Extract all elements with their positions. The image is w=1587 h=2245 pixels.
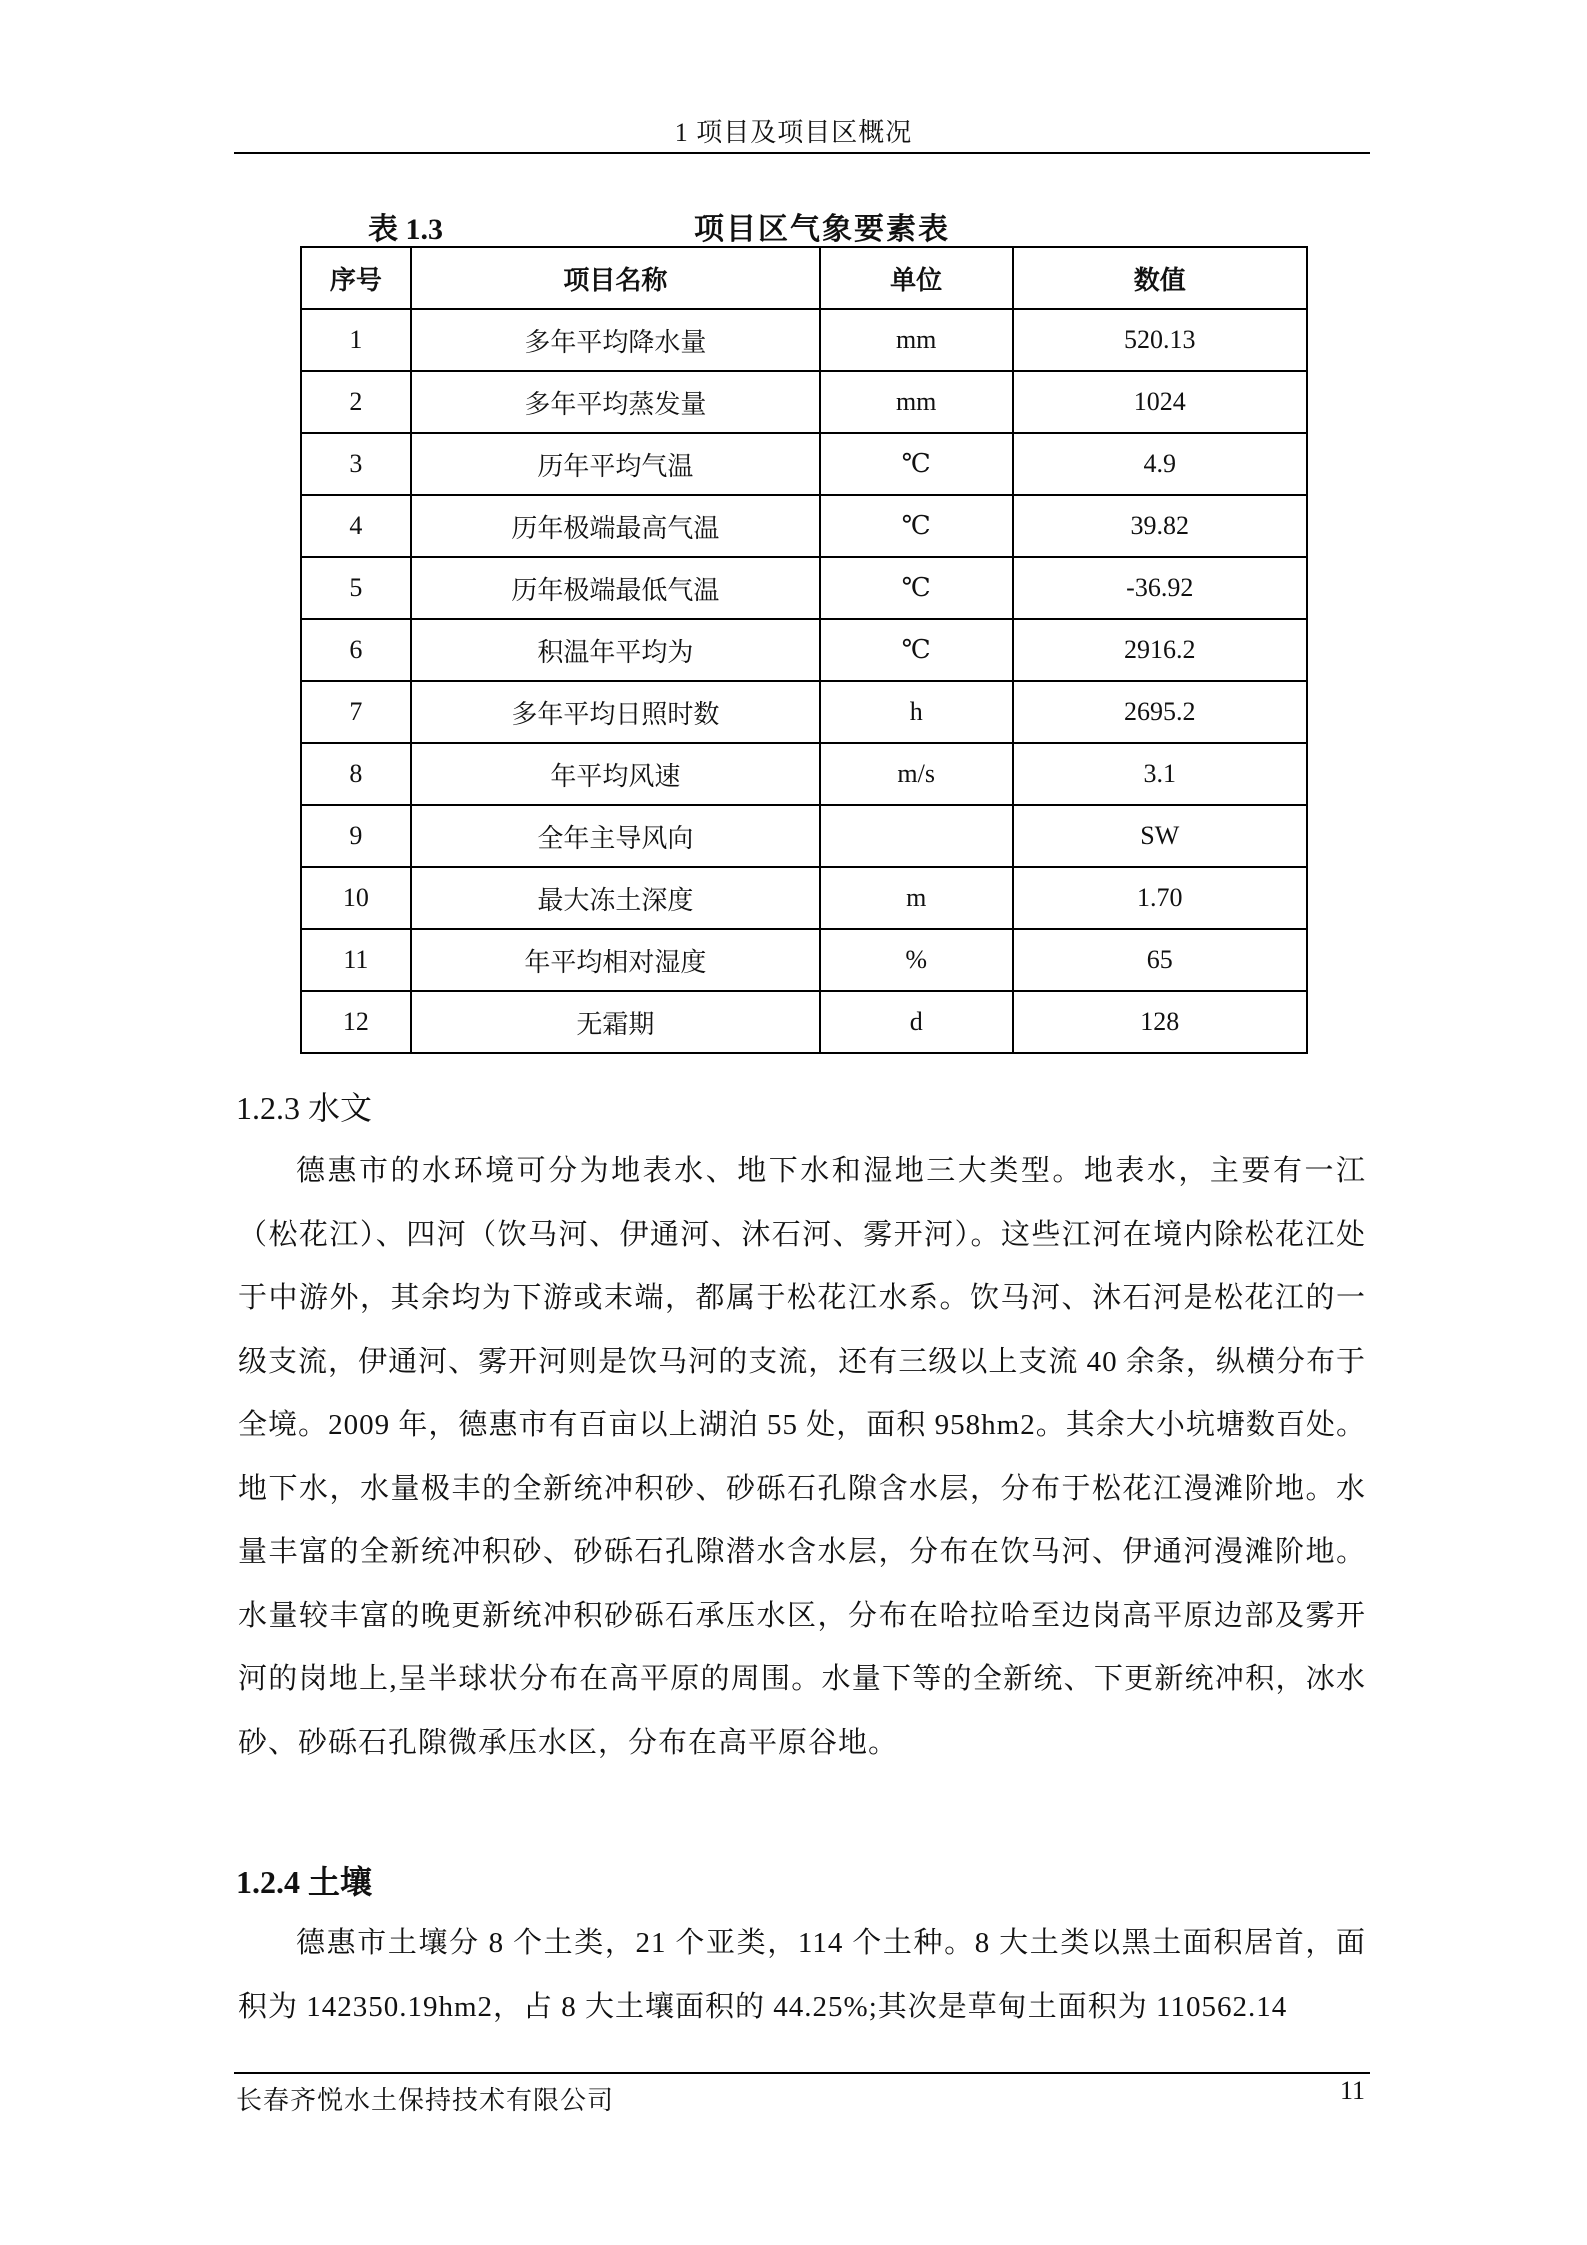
cell-no: 7 xyxy=(301,681,411,743)
table-row xyxy=(301,495,1307,557)
cell-name: 多年平均降水量 xyxy=(411,309,820,371)
page-number: 11 xyxy=(1340,2076,1366,2105)
table-row xyxy=(301,991,1307,1053)
table-row xyxy=(301,743,1307,805)
table-row xyxy=(301,433,1307,495)
cell-no: 5 xyxy=(301,557,411,619)
cell-unit: ℃ xyxy=(820,433,1013,495)
cell-no: 2 xyxy=(301,371,411,433)
cell-name: 历年极端最低气温 xyxy=(411,557,820,619)
cell-unit: ℃ xyxy=(820,619,1013,681)
cell-name: 多年平均日照时数 xyxy=(411,681,820,743)
cell-no: 4 xyxy=(301,495,411,557)
chapter-header: 1 项目及项目区概况 xyxy=(674,118,913,147)
cell-value: 65 xyxy=(1013,929,1308,991)
column-header-no: 序号 xyxy=(301,247,411,309)
table-row xyxy=(301,681,1307,743)
cell-no: 12 xyxy=(301,991,411,1053)
cell-no: 11 xyxy=(301,929,411,991)
cell-unit: mm xyxy=(820,371,1013,433)
cell-name: 历年极端最高气温 xyxy=(411,495,820,557)
table-caption-number: 表 1.3 xyxy=(368,213,443,246)
cell-no: 3 xyxy=(301,433,411,495)
cell-unit: ℃ xyxy=(820,495,1013,557)
cell-name: 年平均风速 xyxy=(411,743,820,805)
hydrology-paragraph: 德惠市的水环境可分为地表水、地下水和湿地三大类型。地表水，主要有一江（松花江）、四河（饮马河、伊通河、沐石河、雾开河）。这些江河在境内除松花江处于中游外，其余均为下游或末端，都属于松花江水系。饮马河、沐石河是松花江的一级支流，伊通河、雾开河则是饮马河的支流，还有三级以上支流 40 余条，纵横分布于全境。2009 年，德惠市有百亩以上湖泊 55 处，面积 958hm2。其余大小坑塘数百处。地下水，水量极丰的全新统冲积砂、砂砾石孔隙含水层，分布于松花江漫滩阶地。水量丰富的全新统冲积砂、砂砾石孔隙潜水含水层，分布在饮马河、伊通河漫滩阶地。水量较丰富的晚更新统冲积砂砾石承压水区，分布在哈拉哈至边岗高平原边部及雾开河的岗地上,呈半球状分布在高平原的周围。水量下等的全新统、下更新统冲积，冰水砂、砂砾石孔隙微承压水区，分布在高平原谷地。 xyxy=(238,1155,1366,1759)
cell-name: 年平均相对湿度 xyxy=(411,929,820,991)
cell-value: 4.9 xyxy=(1013,433,1308,495)
section-heading-hydrology: 1.2.3 水文 xyxy=(236,1090,373,1126)
table-row xyxy=(301,619,1307,681)
cell-value: 128 xyxy=(1013,991,1308,1053)
table-row xyxy=(301,309,1307,371)
table-caption-title: 项目区气象要素表 xyxy=(694,213,950,246)
cell-no: 10 xyxy=(301,867,411,929)
cell-name: 全年主导风向 xyxy=(411,805,820,867)
table-row xyxy=(301,371,1307,433)
cell-value: 1.70 xyxy=(1013,867,1308,929)
cell-name: 积温年平均为 xyxy=(411,619,820,681)
cell-name: 历年平均气温 xyxy=(411,433,820,495)
cell-value: SW xyxy=(1013,805,1308,867)
cell-unit: mm xyxy=(820,309,1013,371)
cell-no: 6 xyxy=(301,619,411,681)
cell-value: 2695.2 xyxy=(1013,681,1308,743)
header-rule xyxy=(234,152,1370,154)
cell-unit: m xyxy=(820,867,1013,929)
table-row xyxy=(301,805,1307,867)
cell-name: 最大冻土深度 xyxy=(411,867,820,929)
cell-value: 520.13 xyxy=(1013,309,1308,371)
cell-no: 9 xyxy=(301,805,411,867)
cell-value: -36.92 xyxy=(1013,557,1308,619)
cell-no: 8 xyxy=(301,743,411,805)
table-row xyxy=(301,557,1307,619)
cell-unit xyxy=(820,805,1013,867)
footer-rule xyxy=(234,2072,1370,2074)
table-header-row xyxy=(301,247,1307,309)
cell-unit: ℃ xyxy=(820,557,1013,619)
cell-unit: m/s xyxy=(820,743,1013,805)
cell-value: 1024 xyxy=(1013,371,1308,433)
cell-unit: % xyxy=(820,929,1013,991)
cell-value: 39.82 xyxy=(1013,495,1308,557)
cell-name: 多年平均蒸发量 xyxy=(411,371,820,433)
table-row xyxy=(301,929,1307,991)
cell-value: 3.1 xyxy=(1013,743,1308,805)
cell-unit: d xyxy=(820,991,1013,1053)
cell-name: 无霜期 xyxy=(411,991,820,1053)
column-header-value: 数值 xyxy=(1013,247,1308,309)
meteorology-table xyxy=(300,246,1308,1054)
soil-paragraph: 德惠市土壤分 8 个土类，21 个亚类，114 个土种。8 大土类以黑土面积居首，面积为 142350.19hm2，占 8 大土壤面积的 44.25%;其次是草甸土面积为 110562.14 xyxy=(238,1927,1366,2023)
footer-company: 长春齐悦水土保持技术有限公司 xyxy=(236,2086,615,2115)
section-heading-soil: 1.2.4 土壤 xyxy=(236,1864,373,1900)
column-header-unit: 单位 xyxy=(820,247,1013,309)
cell-no: 1 xyxy=(301,309,411,371)
table-row xyxy=(301,867,1307,929)
cell-value: 2916.2 xyxy=(1013,619,1308,681)
column-header-name: 项目名称 xyxy=(411,247,820,309)
cell-unit: h xyxy=(820,681,1013,743)
